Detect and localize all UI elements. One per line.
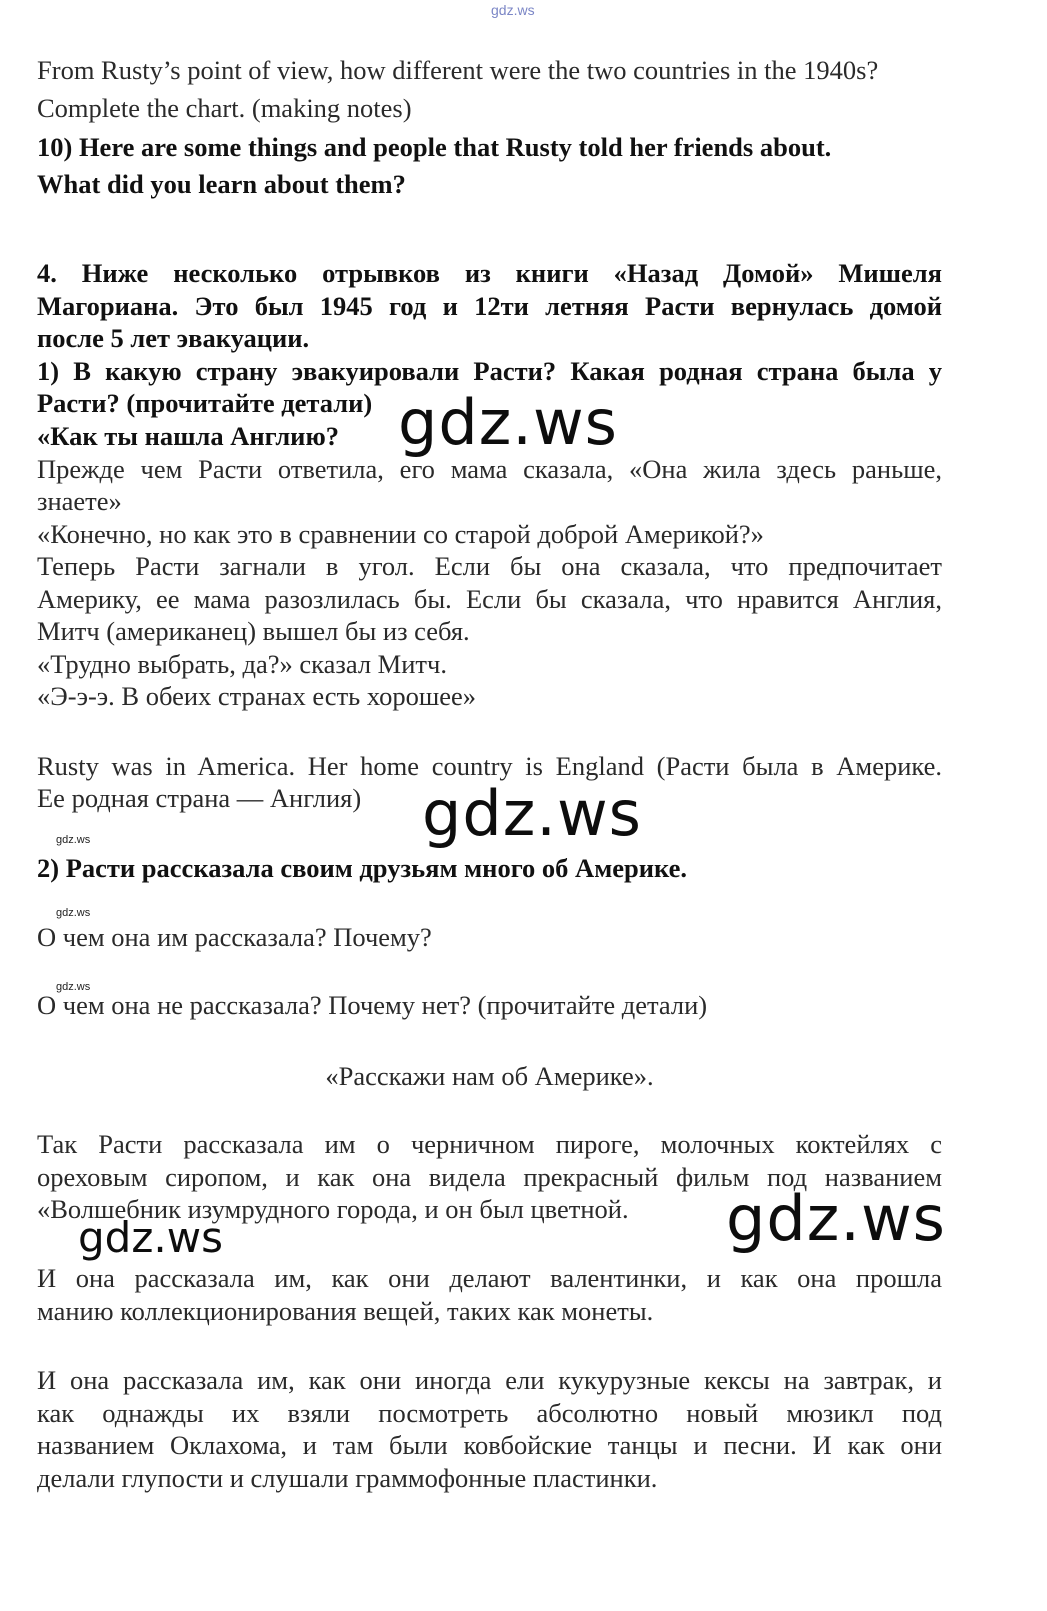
watermark-small: gdz.ws xyxy=(56,981,91,993)
task-4-heading: Магориана. Это был 1945 год и 12ти летняя Расти вернулась домой xyxy=(37,291,942,321)
excerpt-2-text: И она рассказала им, как они делают валентинки, и как она прошла xyxy=(37,1263,942,1293)
excerpt-2-text: Так Расти рассказала им о черничном пироге, молочных коктейлях с xyxy=(37,1129,942,1159)
excerpt-text: Америку, ее мама разозлилась бы. Если бы сказала, что нравится Англия, xyxy=(37,584,942,614)
excerpt-2-text: как однажды их взяли посмотреть абсолютно новый мюзикл под xyxy=(37,1398,942,1428)
excerpt-2-text: манию коллекционирования вещей, таких как монеты. xyxy=(37,1296,654,1326)
excerpt-quote: «Как ты нашла Англию? xyxy=(37,421,339,451)
watermark-medium: gdz.ws xyxy=(78,1213,223,1262)
question-2-heading: 2) Расти рассказала своим друзьям много об Америке. xyxy=(37,853,688,883)
excerpt-2-quote: «Расскажи нам об Америке». xyxy=(325,1061,654,1091)
excerpt-text: «Конечно, но как это в сравнении со старой доброй Америкой?» xyxy=(37,519,764,549)
watermark-top: gdz.ws xyxy=(491,2,535,18)
task-10-heading: What did you learn about them? xyxy=(37,169,406,199)
task-4-heading: 4. Ниже несколько отрывков из книги «Назад Домой» Мишеля xyxy=(37,258,942,288)
watermark-large: gdz.ws xyxy=(398,386,618,459)
excerpt-2-text: ореховым сиропом, и как она видела прекрасный фильм под названием xyxy=(37,1162,942,1192)
question-2-text: О чем она не рассказала? Почему нет? (прочитайте детали) xyxy=(37,990,708,1020)
question-1: 1) В какую страну эвакуировали Расти? Какая родная страна была у xyxy=(37,356,942,386)
excerpt-text: «Э-э-э. В обеих странах есть хорошее» xyxy=(37,681,477,711)
answer-1: Rusty was in America. Her home country is England (Расти была в Америке. xyxy=(37,751,942,781)
excerpt-text: знаете» xyxy=(37,486,122,516)
watermark-small: gdz.ws xyxy=(56,907,91,919)
task-4-heading: после 5 лет эвакуации. xyxy=(37,323,310,353)
excerpt-2-text: И она рассказала им, как они иногда ели кукурузные кексы на завтрак, и xyxy=(37,1365,942,1395)
excerpt-text: Прежде чем Расти ответила, его мама сказала, «Она жила здесь раньше, xyxy=(37,454,942,484)
answer-1: Ее родная страна — Англия) xyxy=(37,783,362,813)
intro-line: From Rusty’s point of view, how different were the two countries in the 1940s? xyxy=(37,55,879,85)
watermark-small: gdz.ws xyxy=(56,834,91,846)
excerpt-2-text: «Волшебник изумрудного города, и он был цветной. xyxy=(37,1194,629,1224)
intro-line: Complete the chart. (making notes) xyxy=(37,93,412,123)
question-2-text: О чем она им рассказала? Почему? xyxy=(37,922,432,952)
excerpt-text: Теперь Расти загнали в угол. Если бы она сказала, что предпочитает xyxy=(37,551,942,581)
watermark-large: gdz.ws xyxy=(726,1182,946,1255)
task-10-heading: 10) Here are some things and people that Rusty told her friends about. xyxy=(37,132,832,162)
excerpt-2-text: делали глупости и слушали граммофонные пластинки. xyxy=(37,1463,658,1493)
excerpt-text: «Трудно выбрать, да?» сказал Митч. xyxy=(37,649,447,679)
excerpt-2-text: названием Оклахома, и там были ковбойские танцы и песни. И как они xyxy=(37,1430,942,1460)
watermark-large: gdz.ws xyxy=(422,777,642,850)
excerpt-text: Митч (американец) вышел бы из себя. xyxy=(37,616,470,646)
question-1: Расти? (прочитайте детали) xyxy=(37,388,373,418)
